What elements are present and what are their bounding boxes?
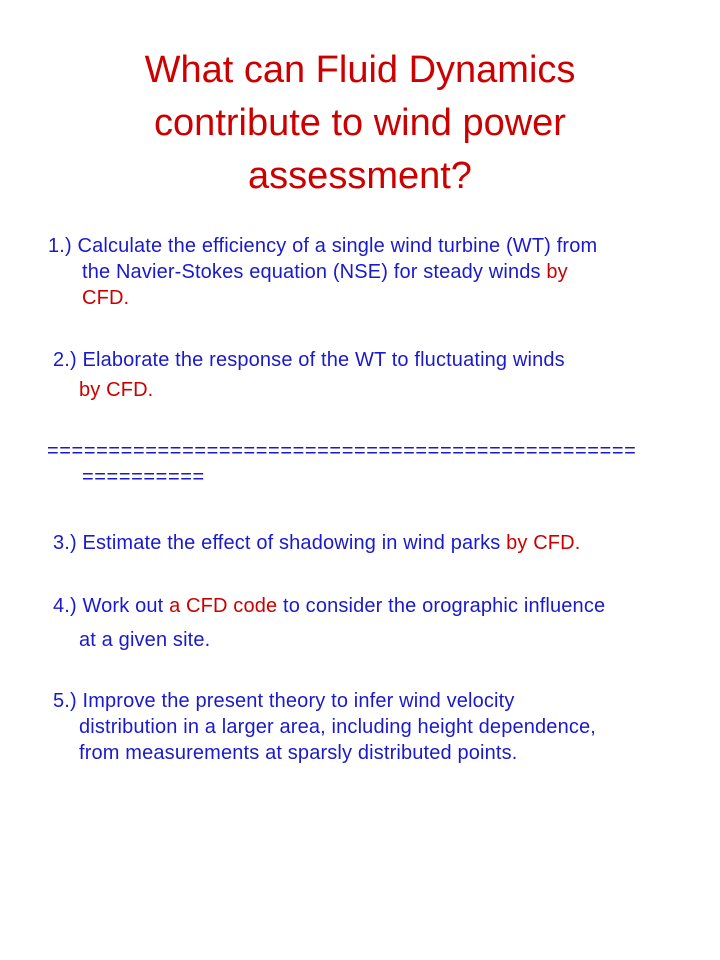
item-3-text: 3.) Estimate the effect of shadowing in wind parks	[53, 532, 507, 554]
item-5-line-1: 5.) Improve the present theory to infer wind velocity	[53, 690, 515, 712]
slide-title-line-3: assessment?	[248, 155, 472, 197]
item-5-line-2: distribution in a larger area, including height dependence,	[79, 716, 596, 738]
item-4-text-b: to consider the orographic influence	[277, 595, 606, 617]
item-4-line-1	[53, 593, 605, 619]
item-3-red-text: by CFD.	[506, 532, 581, 554]
item-1-line-2-text: the Navier-Stokes equation (NSE) for steady winds	[82, 261, 547, 283]
item-5-line-3: from measurements at sparsly distributed points.	[79, 742, 518, 764]
item-4-text-a: 4.) Work out	[53, 595, 170, 617]
item-4-red-text: a CFD code	[169, 595, 278, 617]
item-2-line-1: 2.) Elaborate the response of the WT to fluctuating winds	[53, 349, 565, 371]
item-1-line-2	[82, 259, 568, 285]
slide-title-line-2: contribute to wind power	[154, 102, 566, 144]
item-3-line-1	[53, 530, 580, 556]
item-1-line-2-red-text: by	[546, 261, 568, 283]
item-1-line-3: CFD.	[82, 287, 130, 309]
item-4-line-2: at a given site.	[79, 629, 211, 651]
item-1-line-1: 1.) Calculate the efficiency of a single wind turbine (WT) from	[48, 235, 598, 257]
slide-title	[60, 44, 660, 203]
slide-title-line-1: What can Fluid Dynamics	[144, 49, 576, 91]
separator-line-1: ================================================	[47, 440, 637, 462]
item-2-line-2: by CFD.	[79, 379, 154, 401]
separator-line-2: ==========	[82, 466, 205, 488]
